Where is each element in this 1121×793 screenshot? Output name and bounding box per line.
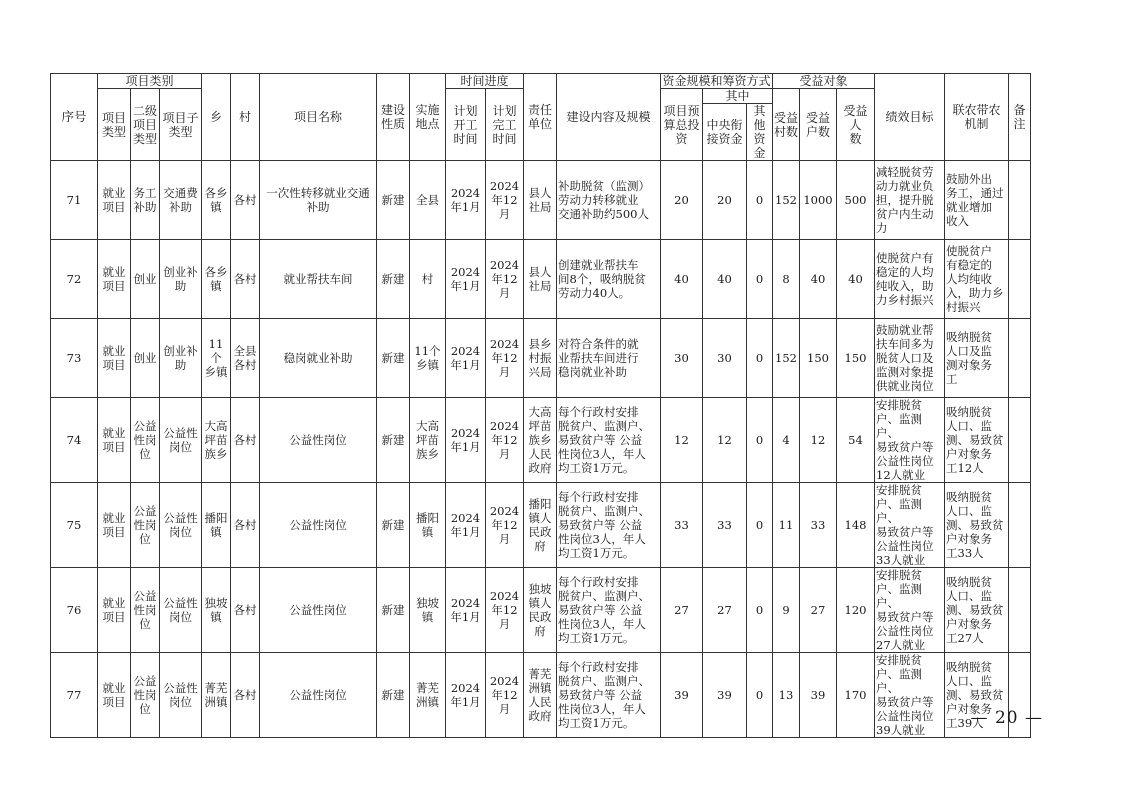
header-budget: 项目预 算总投 资 bbox=[661, 89, 703, 161]
cell-seq: 73 bbox=[51, 319, 98, 398]
cell-name: 一次性转移就业交通 补助 bbox=[260, 161, 377, 240]
cell-level2: 公益 性岗 位 bbox=[131, 483, 160, 568]
cell-name: 公益性岗位 bbox=[260, 483, 377, 568]
cell-nature: 新建 bbox=[377, 483, 410, 568]
cell-seq: 71 bbox=[51, 161, 98, 240]
header-name: 项目名称 bbox=[260, 74, 377, 161]
table-row bbox=[51, 483, 1031, 568]
cell-place: 全县 bbox=[410, 161, 446, 240]
cell-other: 0 bbox=[747, 568, 773, 653]
cell-content: 每个行政村安排 脱贫户、监测户、 易致贫户等 公益 性岗位3人，年人 均工资1万元。 bbox=[557, 398, 661, 483]
cell-performance: 鼓励就业帮 扶车间多为 脱贫人口及 监测对象提 供就业岗位 bbox=[875, 319, 945, 398]
header-type: 项目 类型 bbox=[98, 89, 131, 161]
table-row bbox=[51, 398, 1031, 483]
cell-name: 公益性岗位 bbox=[260, 398, 377, 483]
table-row bbox=[51, 240, 1031, 319]
cell-type: 就业 项目 bbox=[98, 240, 131, 319]
header-benefit-group: 受益对象 bbox=[773, 74, 875, 89]
header-other: 其他 资金 bbox=[747, 104, 773, 161]
cell-type: 就业 项目 bbox=[98, 398, 131, 483]
header-subtype: 项目子 类型 bbox=[160, 89, 202, 161]
cell-ben-people: 54 bbox=[837, 398, 875, 483]
header-category-group: 项目类别 bbox=[98, 74, 202, 89]
cell-mechanism: 吸纳脱贫 人口、监 测、易致贫 户对象务 工33人 bbox=[945, 483, 1009, 568]
cell-type: 就业 项目 bbox=[98, 568, 131, 653]
cell-place: 大高 坪苗 族乡 bbox=[410, 398, 446, 483]
cell-start: 2024 年1月 bbox=[446, 161, 486, 240]
cell-place: 独坡 镇 bbox=[410, 568, 446, 653]
cell-ben-villages: 13 bbox=[773, 653, 800, 738]
cell-unit: 县乡 村振 兴局 bbox=[524, 319, 557, 398]
cell-central: 33 bbox=[703, 483, 747, 568]
cell-performance: 安排脱贫 户、监测户、 易致贫户等 公益性岗位 27人就业 bbox=[875, 568, 945, 653]
cell-place: 11个 乡镇 bbox=[410, 319, 446, 398]
cell-town: 11个 乡镇 bbox=[202, 319, 231, 398]
cell-mechanism: 吸纳脱贫 人口及监 测对象务 工 bbox=[945, 319, 1009, 398]
cell-subtype: 交通费 补助 bbox=[160, 161, 202, 240]
cell-unit: 菁芜 洲镇 人民 政府 bbox=[524, 653, 557, 738]
cell-subtype: 公益性 岗位 bbox=[160, 398, 202, 483]
cell-performance: 安排脱贫 户、监测户、 易致贫户等 公益性岗位 12人就业 bbox=[875, 398, 945, 483]
cell-start: 2024 年1月 bbox=[446, 240, 486, 319]
cell-place: 播阳 镇 bbox=[410, 483, 446, 568]
page-number: — 20 — bbox=[970, 708, 1043, 728]
cell-end: 2024 年12 月 bbox=[486, 240, 524, 319]
cell-content: 每个行政村安排 脱贫户、监测户、 易致贫户等 公益 性岗位3人，年人 均工资1万元。 bbox=[557, 483, 661, 568]
cell-ben-people: 40 bbox=[837, 240, 875, 319]
cell-name: 公益性岗位 bbox=[260, 653, 377, 738]
cell-performance: 减轻脱贫劳 动力就业负 担，提升脱 贫户内生动 力 bbox=[875, 161, 945, 240]
cell-mechanism: 吸纳脱贫 人口、监 测、易致贫 户对象务 工27人 bbox=[945, 568, 1009, 653]
cell-budget: 40 bbox=[661, 240, 703, 319]
cell-start: 2024 年1月 bbox=[446, 653, 486, 738]
header-among: 其中 bbox=[703, 89, 773, 104]
table-row bbox=[51, 568, 1031, 653]
cell-other: 0 bbox=[747, 483, 773, 568]
cell-end: 2024 年12 月 bbox=[486, 568, 524, 653]
cell-performance: 使脱贫户有 稳定的人均 纯收入，助 力乡村振兴 bbox=[875, 240, 945, 319]
header-level2: 二级 项目 类型 bbox=[131, 89, 160, 161]
cell-start: 2024 年1月 bbox=[446, 398, 486, 483]
cell-town: 播阳 镇 bbox=[202, 483, 231, 568]
cell-content: 补助脱贫（监测） 劳动力转移就业 交通补助约500人 bbox=[557, 161, 661, 240]
cell-nature: 新建 bbox=[377, 161, 410, 240]
cell-ben-households: 150 bbox=[800, 319, 837, 398]
cell-level2: 公益 性岗 位 bbox=[131, 568, 160, 653]
cell-start: 2024 年1月 bbox=[446, 568, 486, 653]
cell-town: 各乡 镇 bbox=[202, 240, 231, 319]
cell-ben-people: 120 bbox=[837, 568, 875, 653]
table-row bbox=[51, 653, 1031, 738]
cell-town: 菁芜 洲镇 bbox=[202, 653, 231, 738]
cell-nature: 新建 bbox=[377, 398, 410, 483]
cell-central: 12 bbox=[703, 398, 747, 483]
cell-end: 2024 年12 月 bbox=[486, 161, 524, 240]
header-ben-people: 受益人 数 bbox=[837, 89, 875, 161]
cell-other: 0 bbox=[747, 240, 773, 319]
cell-remark bbox=[1009, 161, 1031, 240]
header-content: 建设内容及规模 bbox=[557, 74, 661, 161]
cell-village: 各村 bbox=[231, 653, 260, 738]
cell-content: 每个行政村安排 脱贫户、监测户、 易致贫户等 公益 性岗位3人，年人 均工资1万元。 bbox=[557, 653, 661, 738]
table-row bbox=[51, 319, 1031, 398]
cell-start: 2024 年1月 bbox=[446, 319, 486, 398]
cell-other: 0 bbox=[747, 319, 773, 398]
header-fund-group: 资金规模和筹资方式 bbox=[662, 74, 771, 88]
cell-ben-people: 170 bbox=[837, 653, 875, 738]
table-body bbox=[51, 161, 1031, 738]
header-unit: 责任 单位 bbox=[524, 74, 557, 161]
cell-type: 就业 项目 bbox=[98, 653, 131, 738]
cell-remark bbox=[1009, 240, 1031, 319]
cell-other: 0 bbox=[747, 653, 773, 738]
cell-start: 2024 年1月 bbox=[446, 483, 486, 568]
project-table-sheet bbox=[50, 73, 1031, 738]
header-ben-households: 受益 户数 bbox=[800, 89, 837, 161]
cell-village: 各村 bbox=[231, 568, 260, 653]
cell-village: 各村 bbox=[231, 240, 260, 319]
header-end: 计划 完工 时间 bbox=[486, 89, 524, 161]
cell-name: 公益性岗位 bbox=[260, 568, 377, 653]
cell-type: 就业 项目 bbox=[98, 161, 131, 240]
cell-remark bbox=[1009, 398, 1031, 483]
cell-seq: 75 bbox=[51, 483, 98, 568]
header-village: 村 bbox=[231, 74, 260, 161]
cell-mechanism: 使脱贫户 有稳定的 人均纯收 入，助力乡 村振兴 bbox=[945, 240, 1009, 319]
cell-unit: 县人 社局 bbox=[524, 240, 557, 319]
cell-seq: 77 bbox=[51, 653, 98, 738]
cell-ben-villages: 11 bbox=[773, 483, 800, 568]
cell-ben-households: 12 bbox=[800, 398, 837, 483]
cell-nature: 新建 bbox=[377, 653, 410, 738]
cell-central: 39 bbox=[703, 653, 747, 738]
cell-other: 0 bbox=[747, 398, 773, 483]
cell-ben-households: 39 bbox=[800, 653, 837, 738]
cell-budget: 20 bbox=[661, 161, 703, 240]
cell-ben-people: 150 bbox=[837, 319, 875, 398]
header-time-group: 时间进度 bbox=[446, 74, 524, 89]
cell-unit: 县人 社局 bbox=[524, 161, 557, 240]
header-mechanism: 联农带农 机制 bbox=[945, 74, 1009, 161]
cell-village: 各村 bbox=[231, 398, 260, 483]
cell-ben-people: 500 bbox=[837, 161, 875, 240]
cell-budget: 39 bbox=[661, 653, 703, 738]
cell-central: 27 bbox=[703, 568, 747, 653]
cell-content: 每个行政村安排 脱贫户、监测户、 易致贫户等 公益 性岗位3人，年人 均工资1万元。 bbox=[557, 568, 661, 653]
cell-ben-villages: 9 bbox=[773, 568, 800, 653]
table-row bbox=[51, 161, 1031, 240]
cell-place: 菁芜 洲镇 bbox=[410, 653, 446, 738]
project-table bbox=[50, 73, 1031, 738]
cell-village: 全县 各村 bbox=[231, 319, 260, 398]
cell-village: 各村 bbox=[231, 161, 260, 240]
cell-content: 创建就业帮扶车 间8个，吸纳脱贫 劳动力40人。 bbox=[557, 240, 661, 319]
cell-subtype: 创业补 助 bbox=[160, 240, 202, 319]
cell-name: 就业帮扶车间 bbox=[260, 240, 377, 319]
cell-end: 2024 年12 月 bbox=[486, 653, 524, 738]
cell-budget: 27 bbox=[661, 568, 703, 653]
cell-seq: 74 bbox=[51, 398, 98, 483]
cell-budget: 12 bbox=[661, 398, 703, 483]
cell-subtype: 公益性 岗位 bbox=[160, 653, 202, 738]
cell-performance: 安排脱贫 户、监测户、 易致贫户等 公益性岗位 39人就业 bbox=[875, 653, 945, 738]
cell-ben-households: 27 bbox=[800, 568, 837, 653]
cell-content: 对符合条件的就 业帮扶车间进行 稳岗就业补助 bbox=[557, 319, 661, 398]
cell-budget: 30 bbox=[661, 319, 703, 398]
header-nature: 建设 性质 bbox=[377, 74, 410, 161]
cell-seq: 72 bbox=[51, 240, 98, 319]
cell-ben-villages: 8 bbox=[773, 240, 800, 319]
cell-performance: 安排脱贫 户、监测户、 易致贫户等 公益性岗位 33人就业 bbox=[875, 483, 945, 568]
cell-remark bbox=[1009, 483, 1031, 568]
header-start: 计划 开工 时间 bbox=[446, 89, 486, 161]
cell-seq: 76 bbox=[51, 568, 98, 653]
cell-mechanism: 吸纳脱贫 人口、监 测、易致贫 户对象务 工12人 bbox=[945, 398, 1009, 483]
cell-subtype: 创业补 助 bbox=[160, 319, 202, 398]
header-performance: 绩效目标 bbox=[875, 74, 945, 161]
cell-town: 独坡 镇 bbox=[202, 568, 231, 653]
cell-remark bbox=[1009, 568, 1031, 653]
cell-end: 2024 年12 月 bbox=[486, 483, 524, 568]
cell-name: 稳岗就业补助 bbox=[260, 319, 377, 398]
cell-end: 2024 年12 月 bbox=[486, 319, 524, 398]
cell-ben-villages: 152 bbox=[773, 161, 800, 240]
cell-central: 20 bbox=[703, 161, 747, 240]
cell-ben-people: 148 bbox=[837, 483, 875, 568]
header-seq: 序号 bbox=[51, 74, 98, 161]
cell-level2: 创业 bbox=[131, 240, 160, 319]
cell-subtype: 公益性 岗位 bbox=[160, 568, 202, 653]
cell-town: 各乡 镇 bbox=[202, 161, 231, 240]
cell-ben-households: 1000 bbox=[800, 161, 837, 240]
cell-nature: 新建 bbox=[377, 240, 410, 319]
cell-level2: 公益 性岗 位 bbox=[131, 398, 160, 483]
cell-other: 0 bbox=[747, 161, 773, 240]
header-town: 乡 bbox=[202, 74, 231, 161]
cell-mechanism: 鼓励外出 务工，通过 就业增加 收入 bbox=[945, 161, 1009, 240]
header-remark: 备 注 bbox=[1009, 74, 1031, 161]
cell-ben-households: 33 bbox=[800, 483, 837, 568]
cell-central: 30 bbox=[703, 319, 747, 398]
cell-type: 就业 项目 bbox=[98, 319, 131, 398]
cell-level2: 公益 性岗 位 bbox=[131, 653, 160, 738]
cell-village: 各村 bbox=[231, 483, 260, 568]
header-central: 中央衔 接资金 bbox=[703, 104, 747, 161]
cell-unit: 独坡 镇人 民政 府 bbox=[524, 568, 557, 653]
cell-ben-villages: 152 bbox=[773, 319, 800, 398]
cell-remark bbox=[1009, 319, 1031, 398]
header-place: 实施 地点 bbox=[410, 74, 446, 161]
cell-level2: 创业 bbox=[131, 319, 160, 398]
cell-unit: 播阳 镇人 民政 府 bbox=[524, 483, 557, 568]
cell-unit: 大高 坪苗 族乡 人民 政府 bbox=[524, 398, 557, 483]
cell-level2: 务工 补助 bbox=[131, 161, 160, 240]
cell-mechanism: 吸纳脱贫 人口、监 测、易致贫 户对象务 工39人 bbox=[945, 653, 1009, 738]
cell-ben-villages: 4 bbox=[773, 398, 800, 483]
cell-nature: 新建 bbox=[377, 568, 410, 653]
cell-central: 40 bbox=[703, 240, 747, 319]
cell-nature: 新建 bbox=[377, 319, 410, 398]
cell-place: 村 bbox=[410, 240, 446, 319]
cell-end: 2024 年12 月 bbox=[486, 398, 524, 483]
cell-town: 大高 坪苗 族乡 bbox=[202, 398, 231, 483]
header-ben-villages: 受益 村数 bbox=[773, 89, 800, 161]
cell-ben-households: 40 bbox=[800, 240, 837, 319]
cell-type: 就业 项目 bbox=[98, 483, 131, 568]
cell-budget: 33 bbox=[661, 483, 703, 568]
cell-subtype: 公益性 岗位 bbox=[160, 483, 202, 568]
